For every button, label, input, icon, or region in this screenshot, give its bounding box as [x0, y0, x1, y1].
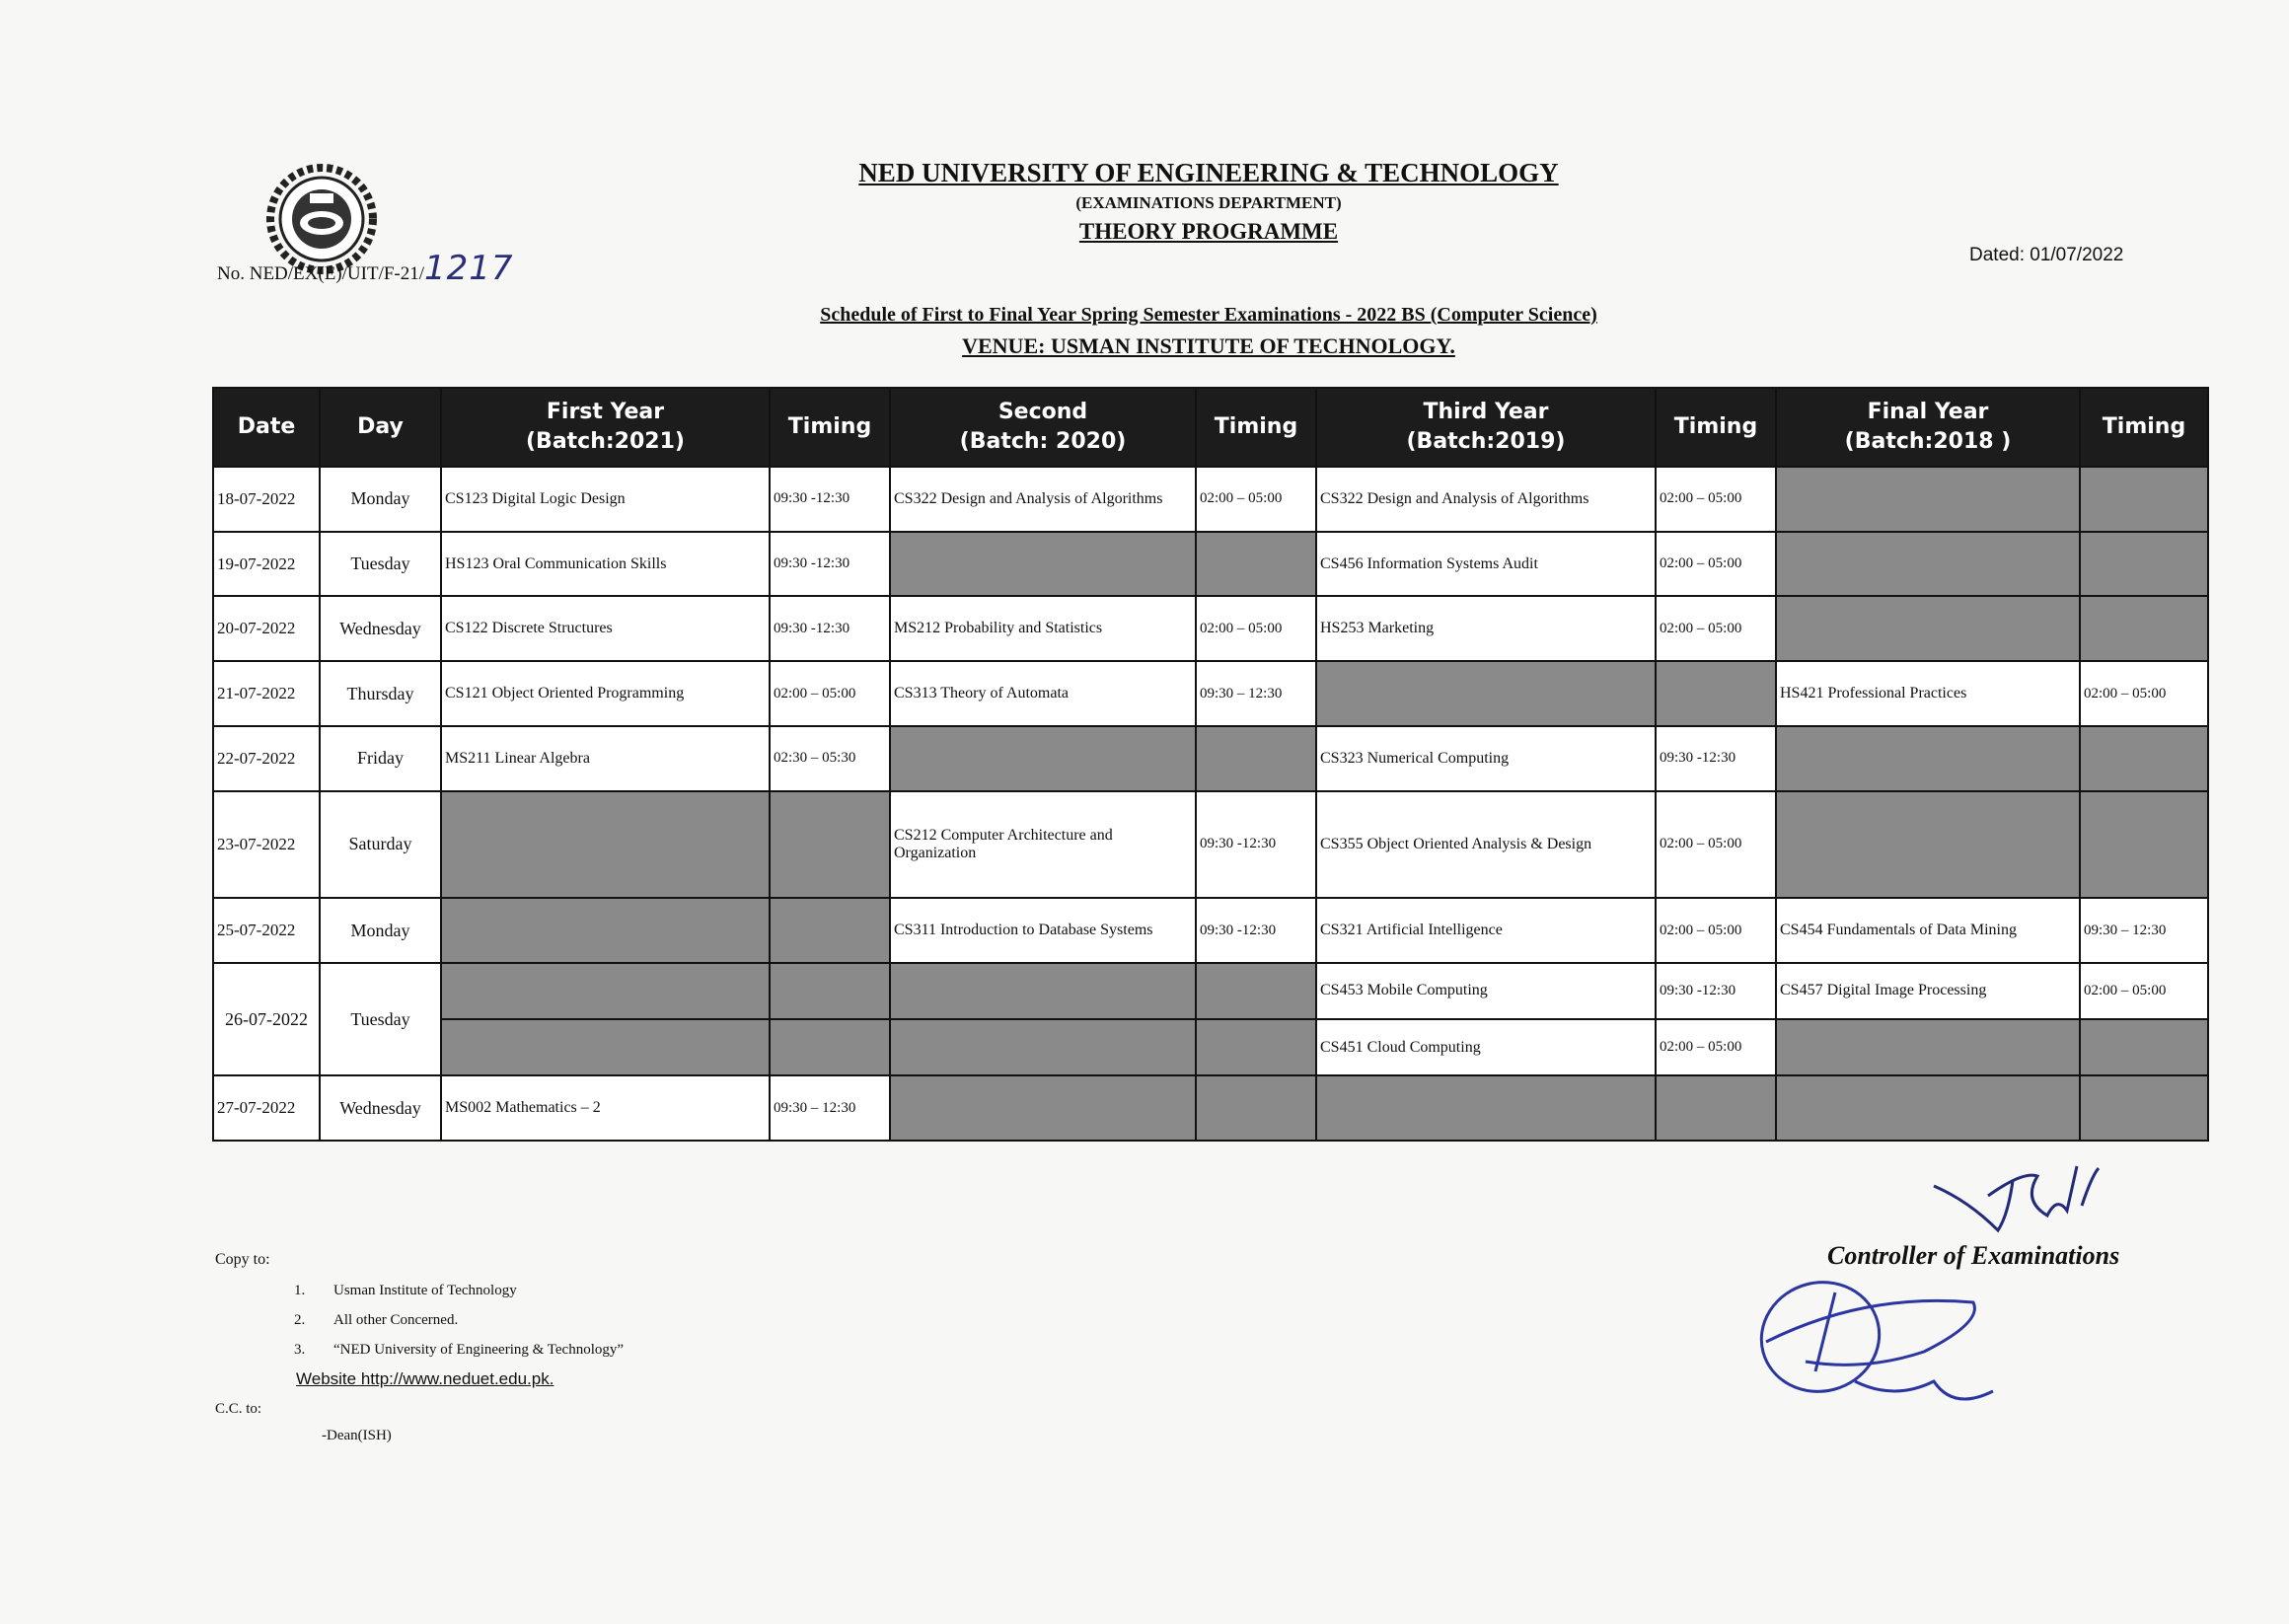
- empty-cell: [1776, 791, 2080, 899]
- empty-cell: [2080, 467, 2208, 532]
- timing-cell: 02:00 – 05:00: [1656, 467, 1776, 532]
- timing-cell: 09:30 – 12:30: [1196, 661, 1316, 726]
- date-cell: 19-07-2022: [213, 532, 320, 597]
- empty-cell: [1196, 1019, 1316, 1075]
- empty-cell: [770, 1019, 890, 1075]
- empty-cell: [2080, 532, 2208, 597]
- empty-cell: [1776, 1019, 2080, 1075]
- header-row: [213, 388, 2208, 467]
- empty-cell: [890, 532, 1196, 597]
- course-cell: MS002 Mathematics – 2: [441, 1075, 770, 1141]
- timing-cell: 02:00 – 05:00: [1656, 1019, 1776, 1075]
- copy-list-item: 1. Usman Institute of Technology: [294, 1283, 517, 1298]
- empty-cell: [1656, 1075, 1776, 1141]
- header-first-year: First Year (Batch:2021): [441, 388, 770, 467]
- empty-cell: [1776, 596, 2080, 661]
- course-cell: CS121 Object Oriented Programming: [441, 661, 770, 726]
- course-cell: CS451 Cloud Computing: [1316, 1019, 1656, 1075]
- schedule-title: Schedule of First to Final Year Spring Semester Examinations - 2022 BS (Computer Science): [820, 304, 1597, 326]
- empty-cell: [441, 791, 770, 899]
- empty-cell: [1776, 532, 2080, 597]
- header-second-year: Second (Batch: 2020): [890, 388, 1196, 467]
- day-cell: Thursday: [320, 661, 441, 726]
- course-cell: CS456 Information Systems Audit: [1316, 532, 1656, 597]
- department-title: (EXAMINATIONS DEPARTMENT): [1075, 193, 1342, 212]
- course-cell: CS122 Discrete Structures: [441, 596, 770, 661]
- header-date: Date: [213, 388, 320, 467]
- empty-cell: [1196, 726, 1316, 791]
- empty-cell: [1776, 726, 2080, 791]
- university-title: NED UNIVERSITY OF ENGINEERING & TECHNOLOGY: [858, 158, 1559, 187]
- reference-number: No. NED/EX(E)/UIT/F-21/1217: [217, 249, 514, 288]
- day-cell: Friday: [320, 726, 441, 791]
- day-cell: Saturday: [320, 791, 441, 899]
- course-cell: CS323 Numerical Computing: [1316, 726, 1656, 791]
- empty-cell: [1776, 1075, 2080, 1141]
- timing-cell: 02:30 – 05:30: [770, 726, 890, 791]
- course-cell: MS211 Linear Algebra: [441, 726, 770, 791]
- timing-cell: 02:00 – 05:00: [1196, 467, 1316, 532]
- date-cell: 21-07-2022: [213, 661, 320, 726]
- course-cell: CS212 Computer Architecture and Organization: [890, 791, 1196, 899]
- timing-cell: 02:00 – 05:00: [1196, 596, 1316, 661]
- table-row: [213, 1075, 2208, 1141]
- table-row: [213, 726, 2208, 791]
- day-cell: Wednesday: [320, 1075, 441, 1141]
- day-cell: Wednesday: [320, 596, 441, 661]
- timing-cell: 09:30 – 12:30: [770, 1075, 890, 1141]
- header-timing-3: Timing: [1656, 388, 1776, 467]
- table-row: [213, 661, 2208, 726]
- timing-cell: 09:30 – 12:30: [2080, 898, 2208, 963]
- empty-cell: [1316, 1075, 1656, 1141]
- table-row: [213, 467, 2208, 532]
- cc-dean: -Dean(ISH): [322, 1428, 392, 1443]
- empty-cell: [890, 963, 1196, 1019]
- timing-cell: 09:30 -12:30: [1196, 898, 1316, 963]
- copy-list-item: 2. All other Concerned.: [294, 1312, 459, 1328]
- empty-cell: [441, 963, 770, 1019]
- timing-cell: 09:30 -12:30: [1656, 726, 1776, 791]
- controller-signature: [1929, 1156, 2106, 1245]
- timing-cell: 02:00 – 05:00: [1656, 532, 1776, 597]
- header-final-year: Final Year (Batch:2018 ): [1776, 388, 2080, 467]
- header-timing-2: Timing: [1196, 388, 1316, 467]
- empty-cell: [1776, 467, 2080, 532]
- website-link[interactable]: Website http://www.neduet.edu.pk.: [296, 1369, 554, 1388]
- venue-title: VENUE: USMAN INSTITUTE OF TECHNOLOGY.: [962, 333, 1455, 358]
- copy-list-item: 3. “NED University of Engineering & Technology”: [294, 1342, 625, 1358]
- header-third-year: Third Year (Batch:2019): [1316, 388, 1656, 467]
- empty-cell: [890, 1019, 1196, 1075]
- course-cell: CS322 Design and Analysis of Algorithms: [890, 467, 1196, 532]
- header-timing-1: Timing: [770, 388, 890, 467]
- date-cell: 23-07-2022: [213, 791, 320, 899]
- course-cell: HS123 Oral Communication Skills: [441, 532, 770, 597]
- course-cell: CS311 Introduction to Database Systems: [890, 898, 1196, 963]
- date-cell: 25-07-2022: [213, 898, 320, 963]
- date-cell: 18-07-2022: [213, 467, 320, 532]
- date-cell: 20-07-2022: [213, 596, 320, 661]
- empty-cell: [770, 963, 890, 1019]
- empty-cell: [890, 726, 1196, 791]
- date-label: Dated: 01/07/2022: [1969, 245, 2124, 265]
- timing-cell: 02:00 – 05:00: [1656, 596, 1776, 661]
- day-cell: Tuesday: [320, 963, 441, 1075]
- timing-cell: 09:30 -12:30: [770, 467, 890, 532]
- course-cell: MS212 Probability and Statistics: [890, 596, 1196, 661]
- empty-cell: [441, 898, 770, 963]
- copy-to-label: Copy to:: [215, 1251, 270, 1268]
- header-day: Day: [320, 388, 441, 467]
- cc-label: C.C. to:: [215, 1401, 262, 1417]
- course-cell: CS457 Digital Image Processing: [1776, 963, 2080, 1019]
- handwritten-ref: 1217: [424, 249, 514, 288]
- course-cell: CS355 Object Oriented Analysis & Design: [1316, 791, 1656, 899]
- timing-cell: 09:30 -12:30: [770, 596, 890, 661]
- empty-cell: [2080, 1075, 2208, 1141]
- empty-cell: [2080, 1019, 2208, 1075]
- empty-cell: [1196, 963, 1316, 1019]
- header-timing-4: Timing: [2080, 388, 2208, 467]
- table-row: [213, 596, 2208, 661]
- timing-cell: 02:00 – 05:00: [1656, 791, 1776, 899]
- table-row: [213, 791, 2208, 899]
- course-cell: CS454 Fundamentals of Data Mining: [1776, 898, 2080, 963]
- timing-cell: 09:30 -12:30: [1196, 791, 1316, 899]
- exam-timetable: [212, 387, 2209, 1142]
- empty-cell: [1196, 532, 1316, 597]
- course-cell: HS421 Professional Practices: [1776, 661, 2080, 726]
- timing-cell: 09:30 -12:30: [770, 532, 890, 597]
- table-row: [213, 532, 2208, 597]
- date-cell: 27-07-2022: [213, 1075, 320, 1141]
- course-cell: CS322 Design and Analysis of Algorithms: [1316, 467, 1656, 532]
- handwritten-signature: [1746, 1263, 2003, 1431]
- empty-cell: [1656, 661, 1776, 726]
- course-cell: HS253 Marketing: [1316, 596, 1656, 661]
- empty-cell: [2080, 726, 2208, 791]
- table-row: [213, 963, 2208, 1019]
- timing-cell: 09:30 -12:30: [1656, 963, 1776, 1019]
- empty-cell: [2080, 791, 2208, 899]
- empty-cell: [441, 1019, 770, 1075]
- timing-cell: 02:00 – 05:00: [2080, 661, 2208, 726]
- table-row: [213, 898, 2208, 963]
- course-cell: CS123 Digital Logic Design: [441, 467, 770, 532]
- programme-title: THEORY PROGRAMME: [1078, 219, 1339, 244]
- day-cell: Monday: [320, 898, 441, 963]
- empty-cell: [770, 898, 890, 963]
- empty-cell: [1196, 1075, 1316, 1141]
- timing-cell: 02:00 – 05:00: [1656, 898, 1776, 963]
- empty-cell: [890, 1075, 1196, 1141]
- empty-cell: [770, 791, 890, 899]
- date-cell: 26-07-2022: [213, 963, 320, 1075]
- day-cell: Tuesday: [320, 532, 441, 597]
- timing-cell: 02:00 – 05:00: [770, 661, 890, 726]
- course-cell: CS453 Mobile Computing: [1316, 963, 1656, 1019]
- course-cell: CS321 Artificial Intelligence: [1316, 898, 1656, 963]
- table-row: [213, 1019, 2208, 1075]
- day-cell: Monday: [320, 467, 441, 532]
- date-cell: 22-07-2022: [213, 726, 320, 791]
- empty-cell: [1316, 661, 1656, 726]
- controller-title: Controller of Examinations: [1827, 1241, 2120, 1270]
- course-cell: CS313 Theory of Automata: [890, 661, 1196, 726]
- timing-cell: 02:00 – 05:00: [2080, 963, 2208, 1019]
- empty-cell: [2080, 596, 2208, 661]
